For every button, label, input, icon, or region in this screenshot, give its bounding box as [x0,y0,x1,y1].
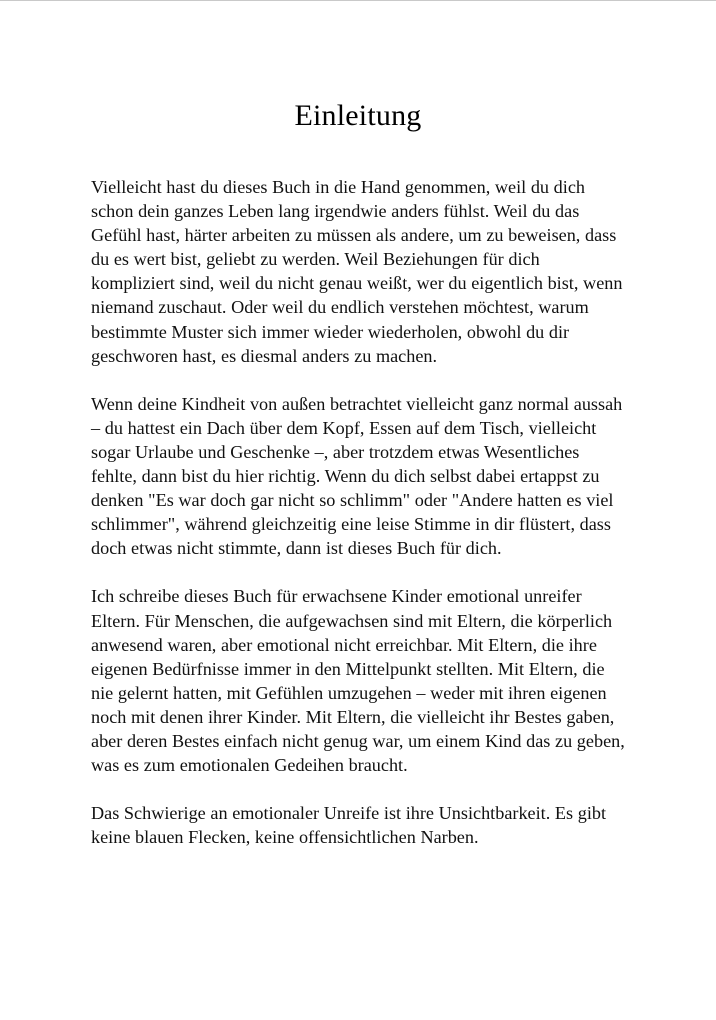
paragraph-1: Vielleicht hast du dieses Buch in die Hand genommen, weil du dich schon dein ganzes Leben lang irgendwie anders fühlst. Weil du das Gefühl hast, härter arbeiten zu müssen als andere, um zu beweisen, dass du es wert bist, geliebt zu werden. Weil Beziehungen für dich kompliziert sind, weil du nicht genau weißt, wer du eigentlich bist, wenn niemand zuschaut. Oder weil du endlich verstehen möchtest, warum bestimmte Muster sich immer wieder wiederholen, obwohl du dir geschworen hast, es diesmal anders zu machen. [91,177,623,366]
body-text-block [91,175,627,849]
paragraph-3: Ich schreibe dieses Buch für erwachsene Kinder emotional unreifer Eltern. Für Menschen, die aufgewachsen sind mit Eltern, die körperlich anwesend waren, aber emotional nicht erreichbar. Mit Eltern, die ihre eigenen Bedürfnisse immer in den Mittelpunkt stellten. Mit Eltern, die nie gelernt hatten, mit Gefühlen umzugehen – weder mit ihren eigenen noch mit denen ihrer Kinder. Mit Eltern, die vielleicht ihr Bestes gaben, aber deren Bestes einfach nicht genug war, um einem Kind das zu geben, was es zum emotionalen Gedeihen braucht. [91,586,625,776]
paragraph-4: Das Schwierige an emotionaler Unreife ist ihre Unsichtbarkeit. Es gibt keine blauen Flecken, keine offensichtlichen Narben. [91,803,607,848]
page-title: Einleitung [294,99,422,132]
paragraph-2: Wenn deine Kindheit von außen betrachtet vielleicht ganz normal aussah – du hattest ein Dach über dem Kopf, Essen auf dem Tisch, vielleicht sogar Urlaube und Geschenke –, aber trotzdem etwas Wesentliches fehlte, dann bist du hier richtig. Wenn du dich selbst dabei ertappst zu denken "Es war doch gar nicht so schlimm" oder "Andere hatten es viel schlimmer", während gleichzeitig eine leise Stimme in dir flüstert, dass doch etwas nicht stimmte, dann ist dieses Buch für dich. [91,393,623,559]
